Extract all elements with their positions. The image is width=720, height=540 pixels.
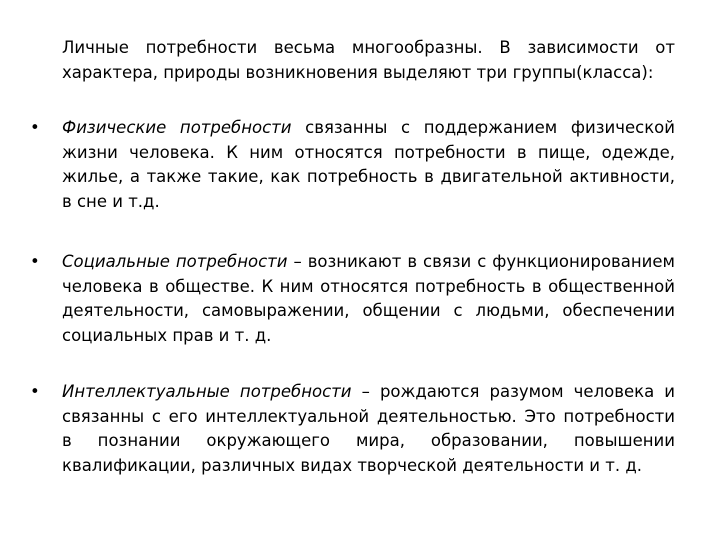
bullet-text <box>62 250 675 348</box>
bullet-term: Социальные потребности <box>62 252 288 271</box>
bullet-description: связанны с поддержанием физической жизни человека. К ним относятся потребности в пище, одежде, жилье, а также такие, как потребность в двигательной активности, в сне и т.д. <box>62 118 675 211</box>
bullet-text <box>62 116 675 214</box>
bullet-physical-needs <box>30 116 675 214</box>
bullet-dot-icon: • <box>30 118 40 137</box>
bullet-dot-icon: • <box>30 252 40 271</box>
bullet-term: Интеллектуальные потребности <box>62 382 352 401</box>
bullet-description: – возникают в связи с функционированием человека в обществе. К ним относятся потребность в общественной деятельности, самовыражении, общении с людьми, обеспечении социальных прав и т. д. <box>62 252 675 345</box>
bullet-dot-icon: • <box>30 382 40 401</box>
bullet-intellectual-needs <box>30 380 675 478</box>
bullet-text <box>62 380 675 478</box>
bullet-term: Физические потребности <box>62 118 292 137</box>
bullet-social-needs <box>30 250 675 348</box>
intro-paragraph: Личные потребности весьма многообразны. В зависимости от характера, природы возникновения выделяют три группы(класса): <box>62 38 675 82</box>
bullet-description: – рождаются разумом человека и связанны с его интеллектуальной деятельностью. Это потребности в познании окружающего мира, образовании, повышении квалификации, различных видах творческой деятельности и т. д. <box>62 382 675 475</box>
